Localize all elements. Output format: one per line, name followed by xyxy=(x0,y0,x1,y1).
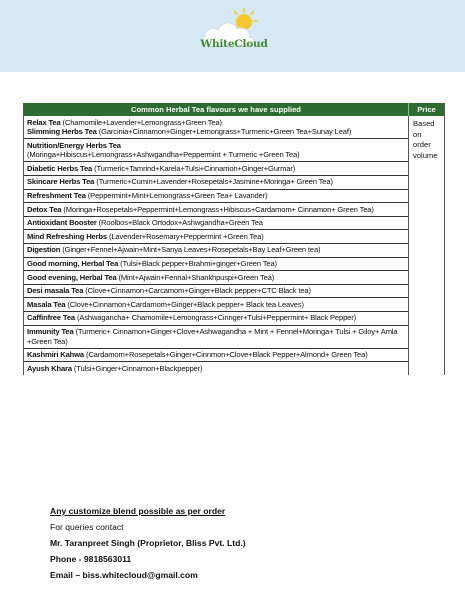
tea-ingredients: (Cardamom+Rosepetals+Ginger+Cinnmon+Clove+Black Pepper+Almond+ Green Tea) xyxy=(83,350,368,360)
table-header xyxy=(24,103,444,116)
tea-ingredients: (Tulsi+Ginger+Cinnamon+Blackpepper) xyxy=(71,363,203,373)
header-banner xyxy=(0,0,465,72)
table-row xyxy=(24,230,408,244)
table-row xyxy=(24,244,408,258)
tea-ingredients: (Clove+Cinnamon+Cardamom+Ginger+Black pepper+ Black tea Leaves) xyxy=(65,299,304,309)
tea-name: Desi masala Tea xyxy=(27,286,84,296)
tea-ingredients: (Roolbos+Black Ortodox+Ashwgandha+Green Tea xyxy=(96,218,263,228)
tea-ingredients: (Clove+Cinnamon+Carcamom+Ginger+Black pepper+CTC Black tea) xyxy=(83,286,311,296)
tea-name: Detox Tea xyxy=(27,204,62,214)
table-row xyxy=(24,139,408,162)
tea-entry xyxy=(27,327,405,346)
tea-ingredients: (Turmeric+Tamrind+Karela+Tulsi+Cinnamon+Ginger+Gurmar) xyxy=(92,163,296,173)
tea-name: Good morning, Herbal Tea xyxy=(27,259,119,269)
tea-ingredients: (Mint+Ajwain+Fennal+Shankhpuspi+Green Tea) xyxy=(116,272,275,282)
tea-name: Ayush Khara xyxy=(27,363,72,373)
tea-name: Good evening, Herbal Tea xyxy=(27,272,117,282)
price-note-line: on xyxy=(413,129,422,139)
tea-name: Immunity Tea xyxy=(27,327,74,336)
tea-rows xyxy=(24,116,409,375)
table-row xyxy=(24,217,408,231)
table-row xyxy=(24,349,408,363)
price-note-line: order xyxy=(413,140,431,149)
logo xyxy=(196,8,272,56)
tea-entry xyxy=(27,205,405,215)
tea-entry xyxy=(27,218,405,228)
blend-note: Any customize blend possible as per order xyxy=(50,506,226,516)
tea-entry xyxy=(27,364,405,374)
contact-email: Email – biss.whitecloud@gmail.com xyxy=(50,570,198,580)
tea-flavours-table xyxy=(23,103,445,375)
tea-ingredients: (Peppermint+Mint+Lemongrass+Green Tea+ Lavander) xyxy=(85,191,268,201)
table-row xyxy=(24,326,408,349)
tea-ingredients: (Ashwagancha+ Chamomile+Lemongrass+Cinnger+Tulsi+Peppermint+ Black Pepper) xyxy=(74,313,356,323)
contact-phone: Phone - 9818563011 xyxy=(50,554,132,564)
table-row xyxy=(24,162,408,176)
tea-entry xyxy=(27,191,405,201)
tea-entry xyxy=(27,350,405,360)
tea-name: Caffinfree Tea xyxy=(27,313,75,323)
tea-ingredients: (Chamomile+Lavender+Lemongrass+Green Tea) xyxy=(60,117,222,127)
tea-entry xyxy=(27,150,405,160)
tea-name: Masala Tea xyxy=(27,299,66,309)
tea-name: Relax Tea xyxy=(27,117,61,127)
tea-name: Antioxidant Booster xyxy=(27,218,97,228)
price-cell xyxy=(409,116,444,375)
tea-entry xyxy=(27,286,405,296)
tea-entry xyxy=(27,232,405,242)
tea-entry xyxy=(27,164,405,174)
table-row xyxy=(24,203,408,217)
table-row xyxy=(24,271,408,285)
tea-entry xyxy=(27,245,405,255)
logo-text: WhiteCloud xyxy=(200,38,268,50)
tea-entry xyxy=(27,313,405,323)
table-row xyxy=(24,176,408,190)
tea-name: Diabetic Herbs Tea xyxy=(27,163,93,173)
tea-entry xyxy=(27,273,405,283)
tea-ingredients: (Lavender+Rosemary+Peppermint +Green Tea) xyxy=(106,231,264,241)
tea-name: Mind Refreshing Herbs xyxy=(27,231,107,241)
table-row xyxy=(24,190,408,204)
price-note-line: volume xyxy=(413,150,438,160)
tea-ingredients: (Turmeric+Cumin+Lavender+Rosepetals+Jasmine+Moringa+ Green Tea) xyxy=(94,177,333,187)
tea-name: Skincare Herbs Tea xyxy=(27,177,95,187)
table-row xyxy=(24,312,408,326)
tea-entry xyxy=(27,259,405,269)
tea-name: Refreshment Tea xyxy=(27,191,86,201)
contact-name: Mr. Taranpreet Singh (Proprietor, Bliss Pvt. Ltd.) xyxy=(50,538,246,548)
queries-label: For queries contact xyxy=(50,522,124,532)
contact-footer xyxy=(50,503,450,583)
tea-name: Kashmiri Kahwa xyxy=(27,350,84,360)
table-body xyxy=(24,116,444,375)
table-row xyxy=(24,362,408,375)
tea-ingredients: (Moringa+Hibiscus+Lemongrass+Ashwgandha+Peppermint + Turmeric +Green Tea) xyxy=(27,150,300,160)
tea-name: Slimming Herbs Tea xyxy=(27,127,97,137)
tea-entry xyxy=(27,177,405,187)
tea-name: Digestion xyxy=(27,245,61,255)
tea-ingredients: (Moringa+Rosepetals+Peppermint+Lemongrass+Hibiscus+Cardamom+ Cinnamon+ Green Tea) xyxy=(61,204,374,214)
tea-entry xyxy=(27,300,405,310)
tea-ingredients: (Turmeric+ Cinnamon+Ginger+Clove+Ashwagandha + Mint + Fennel+Moringa+ Tulsi + Giloy+ Amla +Green Tea) xyxy=(27,327,398,346)
table-row xyxy=(24,258,408,272)
tea-entry xyxy=(27,141,405,151)
tea-entry xyxy=(27,118,405,128)
table-title: Common Herbal Tea flavours we have supplied xyxy=(24,103,409,116)
tea-name: Nutrition/Energy Herbs Tea xyxy=(27,140,121,150)
table-row xyxy=(24,116,408,139)
price-header: Price xyxy=(417,105,436,114)
price-note-line: Based xyxy=(413,119,435,128)
table-row xyxy=(24,298,408,312)
table-row xyxy=(24,285,408,299)
tea-ingredients: (Tulsi+Black pepper+Brahmi+ginger+Green Tea) xyxy=(118,259,277,269)
tea-entry xyxy=(27,127,405,137)
tea-ingredients: (Garcinia+Cinnamon+Ginger+Lemongrass+Turmeric+Green Tea+Sunay Leaf) xyxy=(96,127,352,137)
tea-ingredients: (Ginger+Fennel+Ajwain+Mint+Sanya Leaves+Rosepetals+Bay Leaf+Green tea) xyxy=(60,245,321,255)
